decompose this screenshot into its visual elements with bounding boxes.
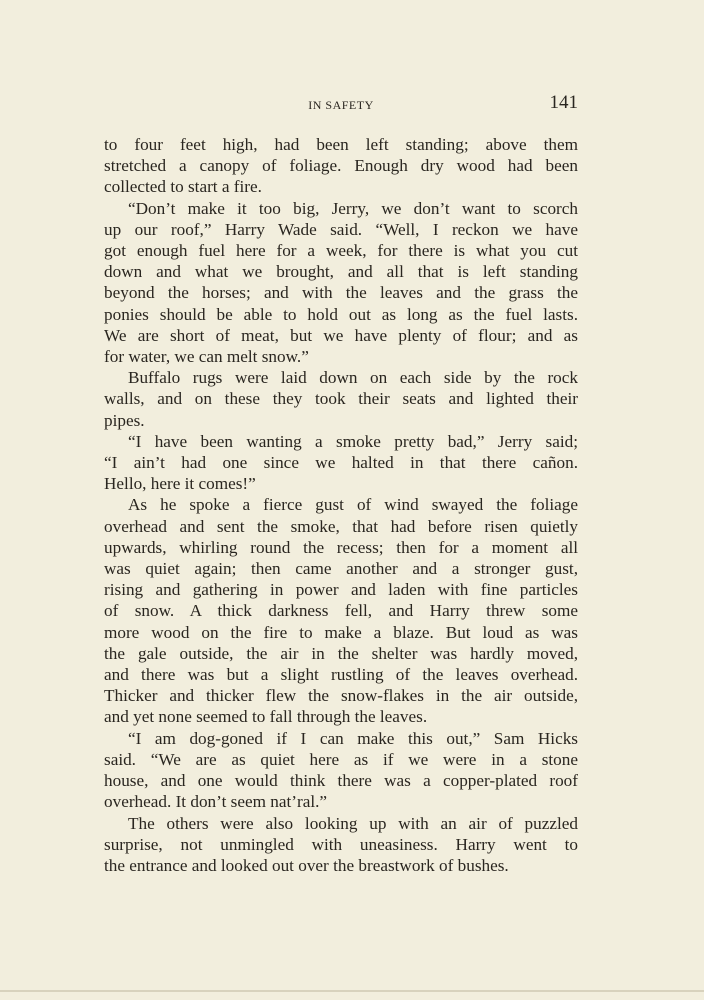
text-line: The others were also looking up with an air of puzzled — [128, 813, 578, 833]
text-line: pipes. — [104, 410, 145, 430]
text-line: overhead and sent the smoke, that had before risen quietly — [104, 516, 578, 536]
text-line: Hello, here it comes!” — [104, 474, 256, 494]
text-line: of snow. A thick darkness fell, and Harry threw some — [104, 601, 578, 621]
page-number: 141 — [549, 92, 578, 113]
text-line: surprise, not unmingled with uneasiness. Harry went to — [104, 834, 578, 854]
text-line: stretched a canopy of foliage. Enough dry wood had been — [104, 156, 578, 176]
page-edge-rule — [0, 990, 704, 992]
text-line: for water, we can melt snow.” — [104, 347, 309, 367]
text-line: the gale outside, the air in the shelter was hardly moved, — [104, 643, 578, 663]
text-line: more wood on the fire to make a blaze. But loud as was — [104, 622, 578, 642]
text-line: house, and one would think there was a copper-plated roof — [104, 771, 578, 791]
running-title: IN SAFETY — [308, 98, 374, 112]
text-line: We are short of meat, but we have plenty of flour; and as — [104, 325, 578, 345]
text-line: rising and gathering in power and laden with fine particles — [104, 580, 578, 600]
text-line: “I ain’t had one since we halted in that there cañon. — [104, 453, 578, 473]
body-text — [104, 134, 578, 876]
text-line: was quiet again; then came another and a stronger gust, — [104, 559, 578, 579]
text-line: “I am dog-goned if I can make this out,” Sam Hicks — [128, 728, 578, 748]
text-line: Thicker and thicker flew the snow-flakes in the air outside, — [104, 686, 578, 706]
text-line: Buffalo rugs were laid down on each side by the rock — [128, 368, 578, 388]
running-head — [104, 90, 578, 120]
text-line: and yet none seemed to fall through the leaves. — [104, 707, 428, 727]
text-line: down and what we brought, and all that is left standing — [104, 262, 578, 282]
text-line: up our roof,” Harry Wade said. “Well, I reckon we have — [104, 219, 578, 239]
text-line: “Don’t make it too big, Jerry, we don’t want to scorch — [128, 198, 578, 218]
text-line: the entrance and looked out over the breastwork of bushes. — [104, 855, 509, 875]
text-line: beyond the horses; and with the leaves and the grass the — [104, 283, 578, 303]
text-line: As he spoke a fierce gust of wind swayed the foliage — [128, 495, 578, 515]
text-line: “I have been wanting a smoke pretty bad,” Jerry said; — [128, 431, 578, 451]
text-line: walls, and on these they took their seats and lighted their — [104, 389, 578, 409]
text-line: upwards, whirling round the recess; then for a moment all — [104, 537, 578, 557]
text-line: and there was but a slight rustling of the leaves overhead. — [104, 665, 578, 685]
text-line: to four feet high, had been left standing; above them — [104, 135, 578, 154]
text-line: ponies should be able to hold out as long as the fuel lasts. — [104, 304, 578, 324]
text-line: said. “We are as quiet here as if we were in a stone — [104, 749, 578, 769]
text-line: overhead. It don’t seem nat’ral.” — [104, 792, 328, 812]
text-line: collected to start a fire. — [104, 177, 262, 197]
text-line: got enough fuel here for a week, for there is what you cut — [104, 241, 578, 261]
